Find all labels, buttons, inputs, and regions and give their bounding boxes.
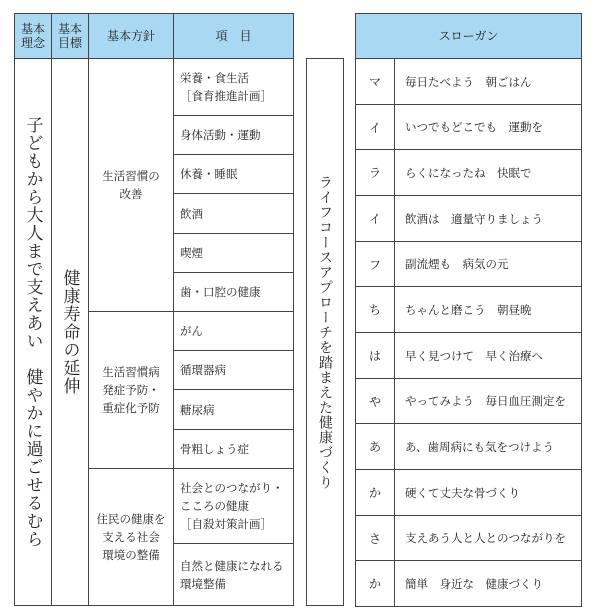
item-social-line3: ［自殺対策計画］ [180, 517, 272, 531]
life-course-box [306, 58, 344, 606]
slogan-text-cell [394, 332, 582, 379]
slogan-kana-label: は [368, 349, 381, 363]
header-kihon-mokuhyo-line1: 基本 [57, 22, 82, 36]
item-social-connection [173, 468, 294, 544]
policy-disease-line3: 重症化予防 [102, 401, 160, 415]
item-environment-line1: 自然と健康になれる [180, 558, 284, 573]
slogan-kana [355, 423, 395, 470]
slogan-header-label: スローガン [438, 29, 499, 43]
slogan-text-cell [394, 423, 582, 470]
slogan-kana-label: ラ [368, 166, 381, 180]
slogan-text: 硬くて丈夫な骨づくり [405, 485, 520, 500]
header-kihon-mokuhyo [51, 13, 89, 59]
kihon-mokuhyo-text: 健康寿命の延伸 [59, 269, 80, 395]
header-kihon-hoshin-label: 基本方針 [106, 29, 155, 43]
slogan-kana [355, 104, 395, 150]
slogan-kana-label: マ [368, 75, 381, 89]
item-social-line2: こころの健康 [180, 499, 249, 513]
item-cancer-label: がん [180, 324, 203, 338]
slogan-kana [355, 286, 395, 333]
item-drinking-label: 飲酒 [180, 206, 203, 221]
policy-disease-line2: 発症予防・ [102, 383, 160, 397]
policy-disease-line1: 生活習慣病 [102, 365, 160, 379]
header-kihon-mokuhyo-line2: 目標 [57, 36, 82, 50]
slogan-text: やってみよう 毎日血圧測定を [405, 394, 566, 408]
slogan-text-cell [394, 378, 582, 424]
slogan-text-cell [394, 58, 582, 105]
slogan-kana-label: あ [368, 440, 381, 454]
slogan-text-cell [394, 515, 582, 561]
slogan-text: 毎日たべよう 朝ごはん [405, 74, 532, 89]
policy-social-environment [88, 468, 174, 606]
slogan-text-cell [394, 195, 582, 242]
item-diabetes-label: 糖尿病 [180, 402, 215, 417]
header-komoku [173, 13, 294, 59]
slogan-text: 副流煙も 病気の元 [405, 257, 509, 271]
item-environment [173, 543, 294, 606]
slogan-kana [355, 58, 395, 105]
item-rest-sleep [173, 154, 294, 194]
item-smoking [173, 233, 294, 273]
policy-social-line1: 住民の健康を [96, 512, 166, 526]
item-physical-activity-label: 身体活動・運動 [180, 128, 261, 142]
slogan-text: 飲酒は 適量守りましょう [405, 211, 543, 226]
item-oral-health [173, 272, 294, 312]
slogan-text-cell [394, 241, 582, 287]
slogan-kana [355, 515, 395, 561]
slogan-text: いつでもどこでも 運動を [405, 120, 543, 134]
policy-social-line2: 支える社会 [102, 530, 160, 544]
item-drinking [173, 193, 294, 234]
item-oral-health-label: 歯・口腔の健康 [180, 285, 261, 299]
policy-lifestyle-line1: 生活習慣の [102, 169, 160, 183]
item-rest-sleep-label: 休養・睡眠 [180, 167, 238, 181]
slogan-text: 早く見つけて 早く治療へ [405, 348, 543, 363]
item-cardiovascular-label: 循環器病 [180, 363, 226, 377]
slogan-text-cell [394, 560, 582, 607]
slogan-kana [355, 469, 395, 516]
item-social-line1: 社会とのつながり・ [180, 481, 284, 495]
slogan-kana [355, 332, 395, 379]
slogan-kana-label: か [368, 577, 381, 591]
item-cardiovascular [173, 350, 294, 390]
policy-lifestyle-line2: 改善 [119, 187, 143, 201]
slogan-text: ちゃんと磨こう 朝昼晩 [405, 302, 532, 317]
kihon-rinen-cell [14, 58, 52, 606]
header-kihon-rinen-line1: 基本 [20, 22, 45, 36]
policy-social-line3: 環境の整備 [102, 548, 160, 562]
slogan-text: 簡単 身近な 健康づくり [405, 576, 543, 591]
item-environment-line2: 環境整備 [180, 576, 226, 591]
slogan-header [355, 13, 582, 59]
slogan-text: あ、歯周病にも気をつけよう [405, 439, 555, 454]
slogan-kana [355, 241, 395, 287]
slogan-kana [355, 195, 395, 242]
header-kihon-rinen [14, 13, 52, 59]
item-diabetes [173, 389, 294, 430]
slogan-text: らくになったね 快眠で [405, 165, 532, 180]
slogan-text-cell [394, 104, 582, 150]
slogan-kana-label: か [368, 486, 381, 500]
item-physical-activity [173, 115, 294, 155]
slogan-kana [355, 378, 395, 424]
policy-lifestyle [88, 58, 174, 312]
item-nutrition [173, 58, 294, 116]
slogan-kana-label: や [368, 394, 381, 409]
slogan-kana-label: さ [368, 531, 381, 546]
policy-disease-prevention [88, 311, 174, 469]
item-cancer [173, 311, 294, 351]
slogan-kana-label: ち [368, 303, 381, 317]
item-osteoporosis [173, 429, 294, 469]
item-nutrition-line2: ［食育推進計画］ [180, 89, 272, 103]
header-kihon-rinen-line2: 理念 [20, 36, 45, 50]
slogan-text: 支えあう人と人とのつながりを [405, 531, 566, 545]
slogan-kana-label: フ [368, 257, 381, 272]
life-course-text: ライフコースアプローチを踏まえた健康づくり [317, 174, 333, 490]
slogan-kana-label: イ [368, 120, 381, 135]
header-komoku-label: 項 目 [215, 29, 252, 43]
slogan-text-cell [394, 469, 582, 516]
slogan-text-cell [394, 149, 582, 196]
slogan-kana [355, 149, 395, 196]
slogan-text-cell [394, 286, 582, 333]
item-smoking-label: 喫煙 [180, 246, 203, 260]
kihon-mokuhyo-cell [51, 58, 89, 606]
slogan-kana-label: イ [368, 212, 381, 226]
slogan-kana [355, 560, 395, 607]
item-nutrition-line1: 栄養・食生活 [180, 71, 249, 85]
header-kihon-hoshin [88, 13, 174, 59]
item-osteoporosis-label: 骨粗しょう症 [180, 442, 249, 456]
kihon-rinen-text: 子どもから大人まで支えあい 健やかに過ごせるむら [22, 116, 43, 548]
